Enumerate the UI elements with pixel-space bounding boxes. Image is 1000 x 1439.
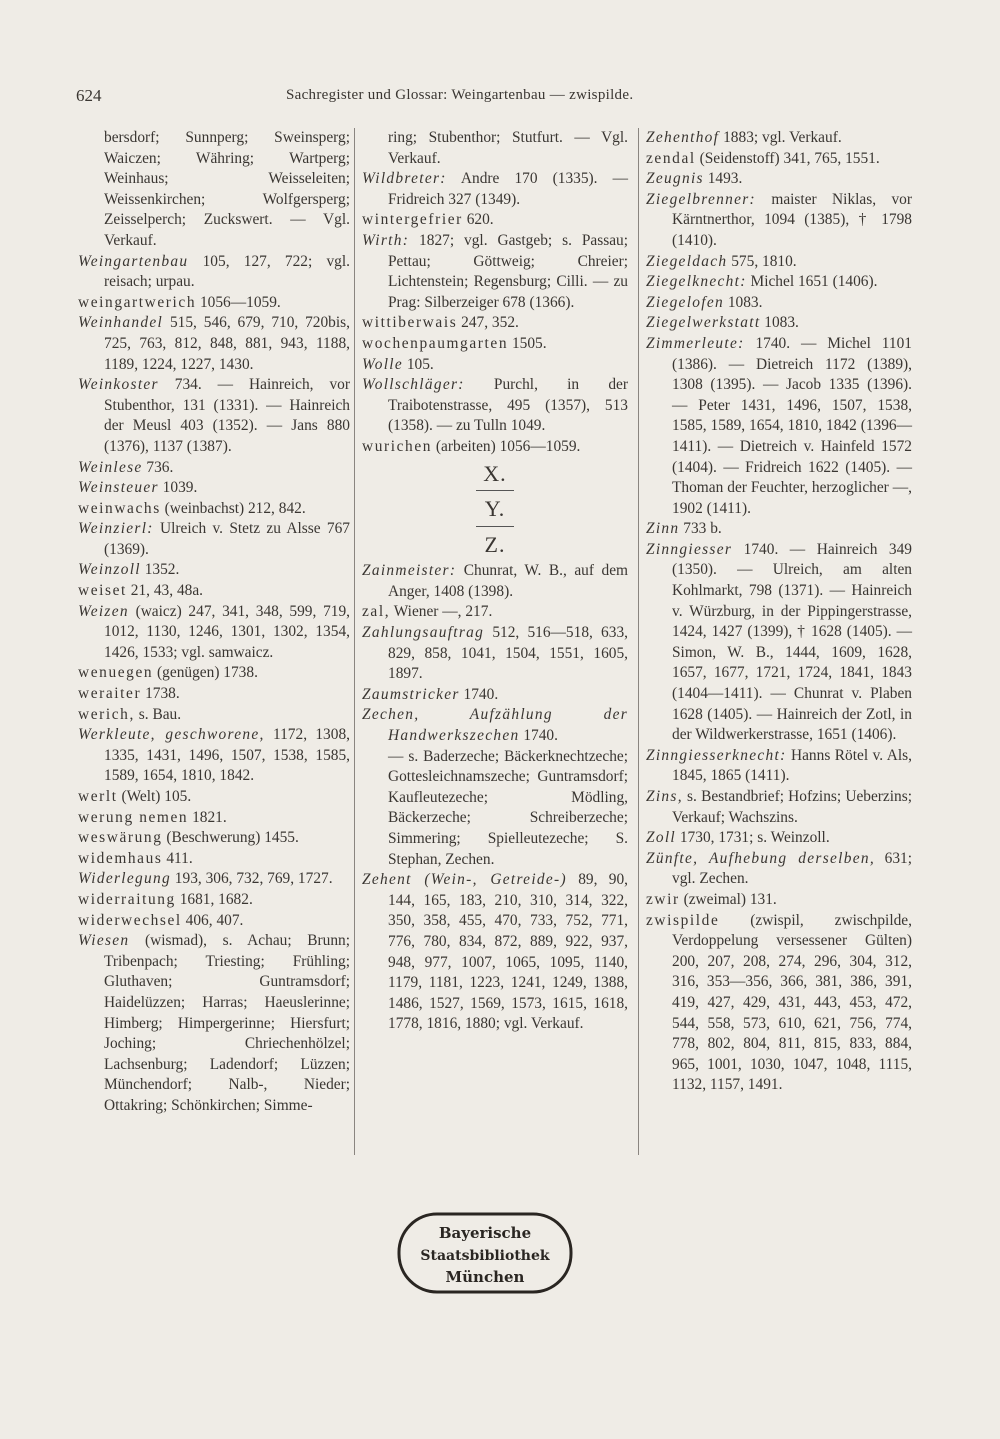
entry-headword: widerwechsel — [78, 911, 182, 929]
entry-headword: wittiberwais — [362, 314, 458, 332]
entry-text: 247, 352. — [457, 314, 519, 332]
index-entry — [362, 313, 628, 334]
index-entry — [646, 519, 912, 540]
entry-headword: Zins, — [646, 788, 683, 805]
index-entry — [646, 313, 912, 334]
index-entry — [78, 828, 350, 849]
index-entry — [362, 561, 628, 602]
entry-text: (zwispil, zwischpilde, Verdoppelung versessener Gülten) 200, 207, 208, 274, 296, 304, 312, 316, 353—356, 366, 381, 386, 391, 419, 427, 429, 431, 443, 453, 472, 544, 558, 573, 610, 621, 756, 774, 778, 802, 804, 811, 815, 833, 884, 965, 1001, 1030, 1047, 1048, 1115, 1132, 1157, 1491. — [672, 911, 912, 1094]
entry-headword: Weizen — [78, 602, 129, 620]
index-entry — [78, 705, 350, 726]
entry-headword: werich, — [78, 705, 135, 723]
entry-text: s. Bau. — [134, 705, 182, 723]
entry-headword: Wolle — [362, 355, 403, 373]
index-entry — [362, 437, 628, 458]
entry-headword: Weingartenbau — [78, 252, 189, 270]
index-entry — [78, 787, 350, 808]
separator — [476, 526, 514, 527]
entry-text: Andre 170 (1335). — Fridreich 327 (1349). — [388, 170, 628, 208]
column-rule — [638, 128, 639, 1155]
entry-text: 515, 546, 679, 710, 720bis, 725, 763, 812, 848, 881, 943, 1188, 1189, 1224, 1227, 1430. — [104, 314, 350, 373]
letter-z: Z. — [484, 531, 506, 557]
entry-text: 1039. — [158, 479, 198, 497]
entry-headword: zendal — [646, 149, 696, 167]
index-entry — [78, 560, 350, 581]
entry-text: Michel 1651 (1406). — [746, 273, 878, 291]
index-entry — [362, 375, 628, 437]
entry-headword: Zoll — [646, 829, 677, 847]
entry-text: 105, 127, 722; vgl. reisach; urpau. — [104, 252, 350, 291]
entry-headword: Ziegeldach — [646, 252, 728, 270]
entry-headword: weingartwerich — [78, 293, 197, 311]
entry-headword: Wollschläger: — [362, 376, 465, 394]
entry-text: 1083. — [723, 293, 763, 311]
entry-headword: Ziegelknecht: — [646, 273, 747, 291]
entry-headword: weraiter — [78, 685, 142, 703]
entry-headword: wintergefrier — [362, 211, 463, 229]
index-entry — [78, 911, 350, 932]
column-3 — [646, 128, 912, 1096]
entry-headword: Zimmerleute: — [646, 334, 745, 352]
entry-headword: zal, — [362, 603, 391, 621]
entry-text: Wiener —, 217. — [390, 603, 493, 621]
index-entry — [646, 252, 912, 273]
index-entry — [362, 602, 628, 623]
entry-headword: Zahlungsauftrag — [362, 624, 485, 642]
running-title: Sachregister und Glossar: Weingartenbau — zwispilde. — [286, 87, 634, 103]
index-entry — [78, 252, 350, 293]
index-entry — [646, 787, 912, 828]
entry-text: (Seidenstoff) 341, 765, 1551. — [695, 149, 880, 167]
entry-text: 575, 1810. — [727, 252, 797, 270]
entry-text: 193, 306, 732, 769, 1727. — [170, 870, 333, 888]
entry-text: (Welt) 105. — [117, 788, 192, 805]
stamp-line-3: München — [445, 1268, 525, 1286]
index-entry — [78, 869, 350, 890]
entry-headword: zwir — [646, 890, 680, 908]
entry-headword: Wildbreter: — [362, 170, 447, 188]
index-entry — [362, 128, 628, 169]
entry-headword: Zehenthof — [646, 129, 720, 146]
entry-headword: weiset — [78, 582, 127, 600]
index-entry — [362, 169, 628, 210]
entry-headword: weswärung — [78, 829, 163, 847]
entry-headword: Zechen, Aufzählung der Handwerkszechen — [362, 706, 628, 745]
column-1 — [78, 128, 350, 1117]
entry-headword: Zünfte, Aufhebung derselben, — [646, 849, 875, 867]
index-entry — [78, 663, 350, 684]
column-rule — [354, 128, 355, 1155]
entry-text: 512, 516—518, 633, 829, 858, 1041, 1504, 1551, 1605, 1897. — [388, 624, 628, 683]
index-entry — [78, 375, 350, 457]
index-entry — [78, 499, 350, 520]
index-entry — [78, 931, 350, 1116]
entry-headword: Zinngiesser — [646, 540, 733, 558]
entry-text: 1738. — [141, 685, 180, 703]
entry-text: Ulreich v. Stetz zu Alsse 767 (1369). — [104, 520, 350, 558]
entry-text: 734. — Hainreich, vor Stubenthor, 131 (1331). — Hainreich der Meusl 403 (1352). — Jans 880 (1376), 1137 (1387). — [104, 376, 350, 455]
entry-text: — s. Baderzeche; Bäckerknechtzeche; Gottesleichnamszeche; Guntramsdorf; Kaufleutezeche; Mödling, Bäckerzeche; Schreiberzeche; Simmering; Spielleutezeche; S. Stephan, Zechen. — [388, 747, 628, 868]
entry-text: maister Niklas, vor Kärntnerthor, 1094 (1385), † 1798 (1410). — [672, 190, 912, 249]
index-entry — [78, 725, 350, 787]
index-entry — [362, 623, 628, 685]
entry-text: 1740. — Hainreich 349 (1350). — Ulreich, am alten Kohlmarkt, 798 (1371). — Hainreich v. Würzburg, in der Pippingerstrasse, 1424, 1427 (1399), † 1628 (1405). — Simon, W. B., 1444, 1609, 1628, 1657, 1677, 1721, 1724, 1841, 1843 (1404—1411). — Chunrat v. Plaben 1628 (1405). — Hainreich der Zotl, in der Wildwerkerstrasse, 1651 (1406). — [672, 540, 912, 744]
index-entry — [646, 128, 912, 149]
index-entry — [646, 169, 912, 190]
index-entry — [78, 458, 350, 479]
index-entry — [362, 705, 628, 746]
entry-text: 1056—1059. — [196, 293, 281, 311]
entry-headword: Weinlese — [78, 458, 143, 476]
entry-headword: Ziegelwerkstatt — [646, 314, 761, 332]
index-entry — [78, 602, 350, 664]
entry-headword: Weinzoll — [78, 561, 141, 579]
entry-headword: widemhaus — [78, 849, 163, 867]
entry-text: 1827; vgl. Gastgeb; s. Passau; Pettau; Göttweig; Chreier; Lichtenstein; Regensburg; Cilli. — zu Prag: Silberzeiger 678 (1366). — [388, 231, 628, 311]
separator — [476, 490, 514, 491]
index-entry — [362, 355, 628, 376]
page-number: 624 — [76, 86, 102, 105]
index-entry — [646, 149, 912, 170]
entry-text: (zweimal) 131. — [679, 890, 777, 908]
entry-text: ring; Stubenthor; Stutfurt. — Vgl. Verkauf. — [388, 129, 628, 167]
index-entry — [78, 890, 350, 911]
entry-text: 1821. — [188, 808, 227, 826]
index-entry — [78, 519, 350, 560]
entry-text: 1505. — [508, 334, 547, 352]
entry-headword: Weinkoster — [78, 376, 159, 394]
entry-headword: Zinngiesserknecht: — [646, 746, 787, 764]
entry-text: 1493. — [703, 170, 743, 188]
stamp-line-1: Bayerische — [438, 1224, 532, 1242]
entry-headword: Zainmeister: — [362, 562, 457, 580]
entry-text: s. Bestandbrief; Hofzins; Ueberzins; Verkauf; Wachszins. — [672, 788, 912, 826]
entry-text: (wismad), s. Achau; Brunn; Tribenpach; Triesting; Frühling; Gluthaven; Guntramsdorf; Haidelüzzen; Harras; Haeuslerinne; Himberg; Himpergerinne; Hiersfurt; Joching; Chriechenhölzel; Lachsenburg; Ladendorf; Lüzzen; Münchendorf; Nalb-, Nieder; Ottakring; Schönkirchen; Simme- — [104, 932, 350, 1114]
entry-text: Purchl, in der Traibotenstrasse, 495 (1357), 513 (1358). — zu Tulln 1049. — [388, 376, 628, 435]
letter-y: Y. — [484, 496, 506, 522]
entry-headword: Widerlegung — [78, 870, 171, 888]
entry-text: Chunrat, W. B., auf dem Anger, 1408 (1398). — [388, 562, 628, 600]
entry-headword: Ziegelofen — [646, 293, 724, 311]
entry-text: 631; vgl. Zechen. — [672, 849, 912, 888]
index-entry — [362, 210, 628, 231]
entry-headword: Wirth: — [362, 231, 410, 249]
entry-text: 1083. — [760, 314, 799, 332]
entry-text: (arbeiten) 1056—1059. — [432, 437, 581, 455]
entry-text: 733 b. — [679, 520, 722, 538]
entry-text: 1352. — [140, 561, 180, 579]
index-entry — [646, 190, 912, 252]
index-entry — [362, 747, 628, 871]
entry-headword: Weinsteuer — [78, 479, 159, 497]
index-entry — [78, 849, 350, 870]
index-entry — [78, 581, 350, 602]
index-entry — [78, 128, 350, 252]
index-entry — [78, 293, 350, 314]
index-entry — [646, 293, 912, 314]
entry-text: (weinbachst) 212, 842. — [160, 499, 306, 517]
entry-headword: zwispilde — [646, 911, 720, 929]
entry-text: (genügen) 1738. — [153, 664, 258, 682]
entry-headword: wurichen — [362, 437, 433, 455]
column-2 — [362, 128, 628, 1035]
entry-text: 1740. — [459, 685, 499, 703]
letter-x: X. — [483, 460, 507, 486]
index-entry — [362, 870, 628, 1035]
entry-text: 1740. — [519, 727, 558, 745]
entry-headword: wenuegen — [78, 664, 154, 682]
entry-text: 406, 407. — [181, 911, 244, 929]
index-entry — [646, 334, 912, 519]
entry-headword: Weinhandel — [78, 314, 164, 332]
index-entry — [362, 334, 628, 355]
entry-text: 89, 90, 144, 165, 183, 210, 310, 314, 322, 350, 358, 455, 470, 733, 752, 771, 776, 780, 834, 872, 889, 922, 937, 948, 977, 1007, 1065, 1095, 1140, 1179, 1181, 1223, 1241, 1249, 1388, 1486, 1527, 1569, 1573, 1615, 1618, 1778, 1816, 1880; vgl. Verkauf. — [388, 871, 628, 1033]
entry-headword: Wiesen — [78, 932, 130, 950]
index-entry — [362, 685, 628, 706]
index-entry — [646, 828, 912, 849]
index-entry — [646, 272, 912, 293]
entry-headword: werung nemen — [78, 808, 189, 826]
index-entry — [78, 808, 350, 829]
entry-text: (Beschwerung) 1455. — [162, 829, 299, 847]
entry-headword: Ziegelbrenner: — [646, 190, 756, 208]
entry-text: 620. — [462, 211, 494, 229]
entry-headword: Zinn — [646, 520, 680, 538]
library-stamp — [395, 1210, 575, 1296]
index-entry — [78, 684, 350, 705]
entry-text: 21, 43, 48a. — [126, 582, 204, 600]
index-entry — [646, 746, 912, 787]
entry-text: 1740. — Michel 1101 (1386). — Dietreich 1172 (1389), 1308 (1395). — Jacob 1335 (1396). — Peter 1431, 1496, 1507, 1538, 1585, 1589, 1654, 1810, 1842 (1396—1411). — Dietreich v. Hainfeld 1572 (1404). — Fridreich 1622 (1405). — Thoman der Feuchter, herzoglicher —, 1902 (1411). — [672, 334, 912, 517]
entry-headword: wochenpaumgarten — [362, 334, 509, 352]
entry-headword: Zaumstricker — [362, 685, 460, 703]
entry-headword: Weinzierl: — [78, 520, 154, 538]
index-entry — [646, 911, 912, 1096]
index-entry — [646, 890, 912, 911]
entry-text: 1730, 1731; s. Weinzoll. — [676, 829, 830, 847]
entry-text: Hanns Rötel v. Als, 1845, 1865 (1411). — [672, 746, 912, 785]
entry-headword: widerraitung — [78, 890, 176, 908]
index-entry — [78, 313, 350, 375]
entry-headword: weinwachs — [78, 499, 161, 517]
stamp-line-2: Staatsbibliothek — [420, 1248, 550, 1264]
entry-text: 1883; vgl. Verkauf. — [719, 129, 842, 146]
entry-headword: Zeugnis — [646, 170, 704, 188]
index-entry — [646, 849, 912, 890]
entry-text: 1681, 1682. — [175, 890, 253, 908]
entry-text: 411. — [162, 849, 193, 867]
entry-text: bersdorf; Sunnperg; Sweinsperg; Waiczen; Währing; Wartperg; Weinhaus; Weisseleiten; Weissenkirchen; Wolfgersperg; Zeisselperch; Zuckswert. — Vgl. Verkauf. — [104, 129, 350, 249]
entry-text: 736. — [142, 458, 174, 476]
entry-text: 1172, 1308, 1335, 1431, 1496, 1507, 1538, 1585, 1589, 1654, 1810, 1842. — [104, 726, 350, 785]
entry-headword: werlt — [78, 788, 118, 805]
index-entry — [78, 478, 350, 499]
index-entry — [362, 231, 628, 313]
index-entry — [646, 540, 912, 746]
entry-text: (waicz) 247, 341, 348, 599, 719, 1012, 1130, 1246, 1301, 1302, 1354, 1426, 1533; vgl. samwaicz. — [104, 602, 350, 661]
entry-headword: Werkleute, geschworene, — [78, 726, 265, 744]
entry-text: 105. — [403, 355, 434, 373]
entry-headword: Zehent (Wein-, Getreide-) — [362, 871, 567, 889]
